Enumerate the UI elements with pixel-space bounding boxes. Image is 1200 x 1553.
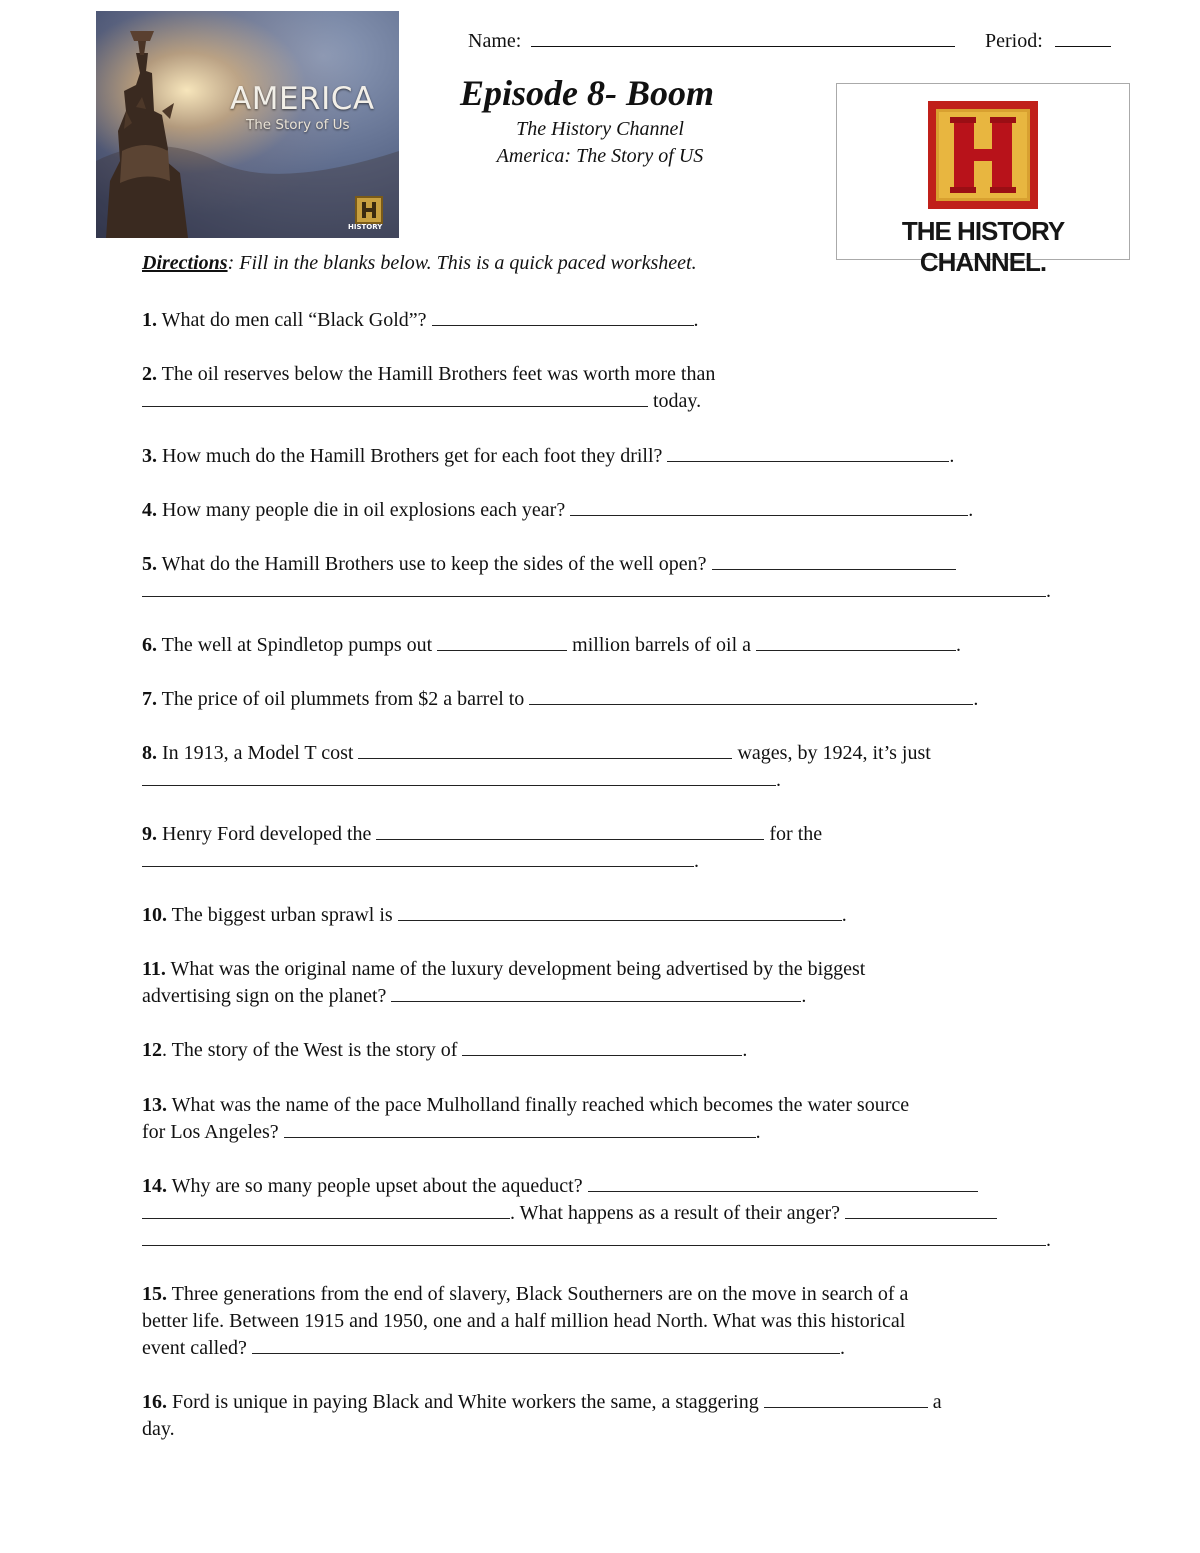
name-label: Name:	[468, 30, 522, 52]
directions	[142, 252, 697, 275]
answer-blank[interactable]	[462, 1054, 742, 1056]
question-text: Why are so many people upset about the aqueduct?	[167, 1175, 588, 1197]
question-text: What was the name of the pace Mulholland finally reached which becomes the water source	[167, 1094, 910, 1116]
question-text: What do men call “Black Gold”?	[157, 309, 432, 331]
answer-blank[interactable]	[284, 1136, 756, 1138]
page-title: Episode 8- Boom	[460, 73, 715, 113]
answer-blank[interactable]	[756, 649, 956, 651]
question-number: 6.	[142, 634, 157, 656]
name-field[interactable]	[468, 30, 955, 53]
question-text: The biggest urban sprawl is	[167, 904, 398, 926]
answer-blank[interactable]	[712, 568, 956, 570]
question-number: 15.	[142, 1283, 167, 1305]
question-number: 7.	[142, 688, 157, 710]
answer-blank[interactable]	[142, 405, 648, 407]
answer-blank[interactable]	[142, 865, 694, 867]
question-end: .	[742, 1039, 748, 1061]
question-1	[142, 307, 699, 334]
question-text-mid: for the	[764, 823, 823, 845]
question-14	[142, 1173, 1051, 1254]
history-channel-logo	[836, 83, 1130, 277]
question-end: .	[693, 309, 699, 331]
question-text: Three generations from the end of slavery, Black Southerners are on the move in search of a	[167, 1283, 909, 1305]
question-number: 5.	[142, 553, 157, 575]
question-3	[142, 443, 954, 470]
answer-blank[interactable]	[570, 514, 968, 516]
question-text-mid: . What happens as a result of their anger?	[510, 1202, 846, 1224]
question-2	[142, 361, 715, 415]
question-text-line2: day.	[142, 1418, 175, 1440]
period-blank[interactable]	[1055, 45, 1111, 47]
name-blank[interactable]	[531, 45, 955, 47]
question-number: 12	[142, 1039, 162, 1061]
period-label: Period:	[985, 30, 1043, 52]
question-number: 10.	[142, 904, 167, 926]
period-field[interactable]	[985, 30, 1111, 53]
answer-blank[interactable]	[398, 919, 842, 921]
question-text-line2: for Los Angeles?	[142, 1121, 284, 1143]
question-number: 3.	[142, 445, 157, 467]
question-number: 13.	[142, 1094, 167, 1116]
question-end: .	[968, 499, 974, 521]
question-4	[142, 497, 973, 524]
question-text: The price of oil plummets from $2 a barrel to	[157, 688, 530, 710]
question-text: What was the original name of the luxury development being advertised by the biggest	[165, 958, 866, 980]
answer-blank[interactable]	[358, 757, 732, 759]
answer-blank[interactable]	[588, 1190, 978, 1192]
question-end: .	[801, 985, 807, 1007]
channel-subtitle: The History Channel	[516, 118, 684, 140]
question-13	[142, 1092, 909, 1146]
directions-colon: :	[227, 252, 235, 274]
question-number: 11.	[142, 958, 166, 980]
question-end: .	[776, 769, 781, 791]
question-number: 1.	[142, 309, 157, 331]
question-number: 4.	[142, 499, 157, 521]
question-text: Ford is unique in paying Black and White workers the same, a staggering	[167, 1391, 764, 1413]
question-end: .	[956, 634, 962, 656]
question-15	[142, 1281, 908, 1362]
answer-blank[interactable]	[432, 324, 694, 326]
question-end: .	[973, 688, 979, 710]
answer-blank[interactable]	[142, 784, 776, 786]
question-9	[142, 821, 822, 875]
answer-blank[interactable]	[376, 838, 764, 840]
answer-blank[interactable]	[142, 1244, 1046, 1246]
question-text: The well at Spindletop pumps out	[157, 634, 438, 656]
answer-blank[interactable]	[529, 703, 973, 705]
answer-blank[interactable]	[252, 1352, 840, 1354]
answer-blank[interactable]	[142, 1217, 510, 1219]
answer-blank[interactable]	[142, 595, 1046, 597]
question-number: 8.	[142, 742, 157, 764]
question-text: What do the Hamill Brothers use to keep the sides of the well open?	[157, 553, 712, 575]
question-10	[142, 902, 847, 929]
answer-blank[interactable]	[667, 460, 949, 462]
question-end: .	[839, 1337, 845, 1359]
question-text: Henry Ford developed the	[157, 823, 377, 845]
directions-text: Fill in the blanks below. This is a quick paced worksheet.	[234, 252, 697, 274]
question-text: . The story of the West is the story of	[162, 1039, 463, 1061]
question-number: 9.	[142, 823, 157, 845]
answer-blank[interactable]	[764, 1406, 928, 1408]
question-end: .	[949, 445, 955, 467]
question-end: .	[1046, 1229, 1051, 1251]
question-number: 16.	[142, 1391, 167, 1413]
question-12	[142, 1037, 747, 1064]
answer-blank[interactable]	[391, 1000, 801, 1002]
directions-label: Directions	[142, 252, 228, 274]
question-text-line2: better life. Between 1915 and 1950, one and a half million head North. What was this historical	[142, 1310, 906, 1332]
question-5	[142, 551, 1051, 605]
history-channel-wordmark: THE HISTORY CHANNEL.	[901, 216, 1065, 277]
question-text: How many people die in oil explosions each year?	[157, 499, 571, 521]
question-7	[142, 686, 978, 713]
answer-blank[interactable]	[845, 1217, 997, 1219]
question-end: .	[1046, 580, 1051, 602]
question-number: 2.	[142, 363, 157, 385]
answer-blank[interactable]	[437, 649, 567, 651]
question-end: today.	[648, 390, 702, 412]
history-h-icon	[926, 99, 1040, 211]
question-6	[142, 632, 961, 659]
cover-logo-text: HISTORY	[348, 223, 383, 231]
question-16	[142, 1389, 942, 1443]
question-text: In 1913, a Model T cost	[157, 742, 359, 764]
question-text: The oil reserves below the Hamill Brothers feet was worth more than	[157, 363, 716, 385]
question-end: .	[755, 1121, 761, 1143]
question-text-mid: wages, by 1924, it’s just	[732, 742, 931, 764]
question-text: How much do the Hamill Brothers get for each foot they drill?	[157, 445, 668, 467]
series-subtitle: America: The Story of US	[496, 145, 704, 167]
question-text-mid: million barrels of oil a	[567, 634, 757, 656]
cover-subtitle: The Story of Us	[246, 117, 350, 133]
question-number: 14.	[142, 1175, 167, 1197]
question-text-mid: a	[927, 1391, 942, 1413]
question-text-line3: event called?	[142, 1337, 252, 1359]
question-end: .	[694, 850, 699, 872]
question-8	[142, 740, 931, 794]
question-text-line2: advertising sign on the planet?	[142, 985, 392, 1007]
question-end: .	[841, 904, 847, 926]
cover-image	[96, 11, 399, 238]
question-11	[142, 956, 865, 1010]
cover-title: AMERICA	[230, 81, 375, 117]
